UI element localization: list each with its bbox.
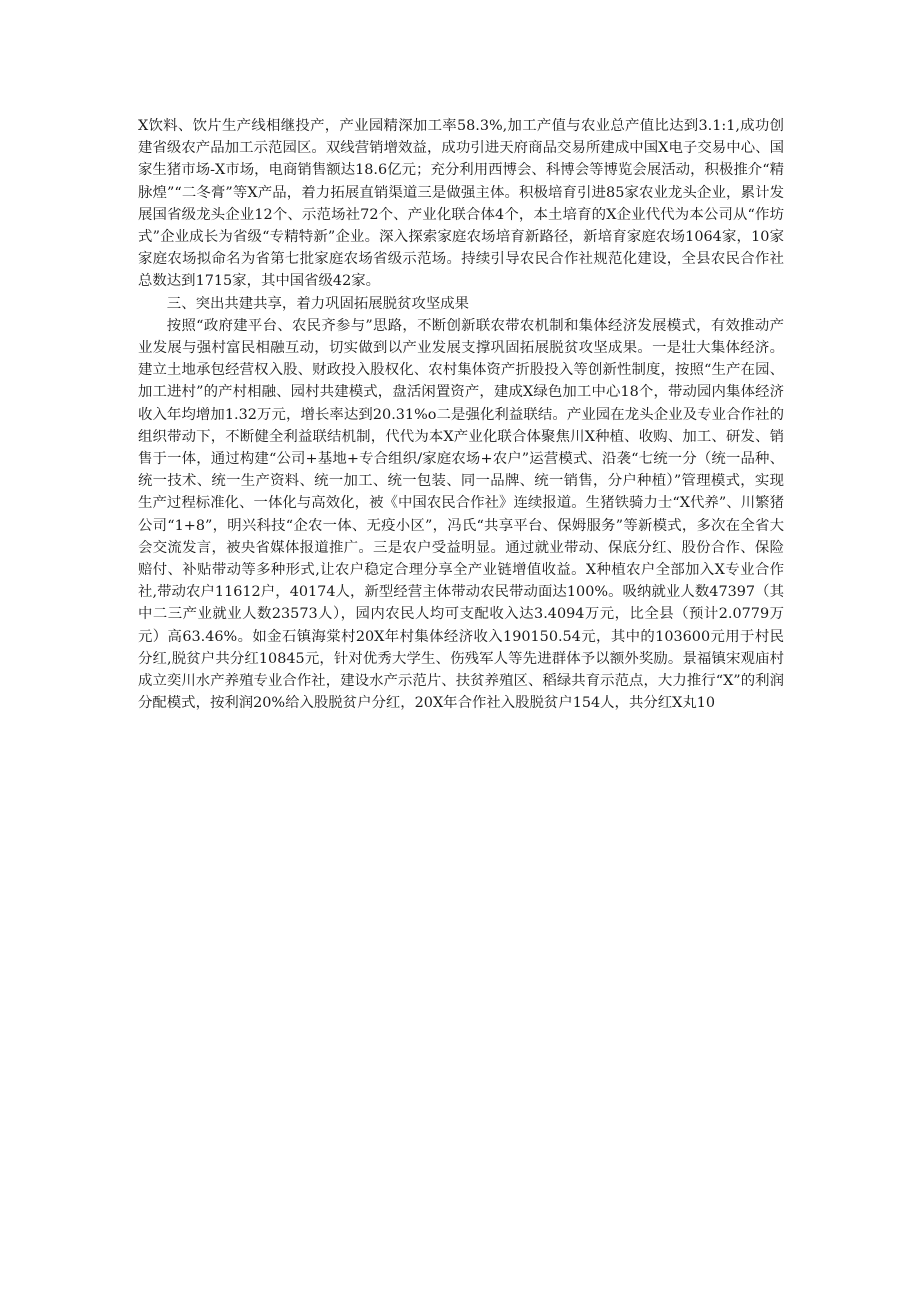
document-body (138, 115, 784, 714)
section-heading: 三、突出共建共享，着力巩固拓展脱贫攻坚成果 (166, 295, 470, 312)
paragraph-body: 按照“政府建平台、农民齐参与”思路，不断创新联农带农机制和集体经济发展模式，有效推动产业发展与强村富民相融互动，切实做到以产业发展支撑巩固拓展脱贫攻坚成果。一是壮大集体经济。建立土地承包经营权入股、财政投入股权化、农村集体资产折股投入等创新性制度，按照“生产在园、加工进村”的产村相融、园村共建模式，盘活闲置资产，建成X绿色加工中心18个，带动园内集体经济收入年均增加1.32万元，增长率达到20.31%o二是强化利益联结。产业园在龙头企业及专业合作社的组织带动下，不断健全利益联结机制，代代为本X产业化联合体聚焦川X种植、收购、加工、研发、销售于一体，通过构建“公司+基地+专合组织/家庭农场+农户”运营模式、沿袭“七统一分（统一品种、统一技术、统一生产资料、统一加工、统一包装、同一品牌、统一销售，分户种植）”管理模式，实现生产过程标准化、一体化与高效化，被《中国农民合作社》连续报道。生猪铁骑力士“X代养”、川繁猪公司“1+8”，明兴科技“企农一体、无疫小区”，冯氏“共享平台、保姆服务”等新模式，多次在全省大会交流发言，被央省媒体报道推广。三是农户受益明显。通过就业带动、保底分红、股份合作、保险赔付、补贴带动等多种形式,让农户稳定合理分享全产业链增值收益。X种植农户全部加入X专业合作社,带动农户11612户，40174人，新型经营主体带动农民带动面达100%。吸纳就业人数47397（其中二三产业就业人数23573人），园内农民人均可支配收入达3.4094万元，比全县（预计2.0779万元）高63.46%。如金石镇海棠村20X年村集体经济收入190150.54元，其中的103600元用于村民分红,脱贫户共分红10845元，针对优秀大学生、伤残军人等先进群体予以额外奖励。景福镇宋观庙村成立奕川水产养殖专业合作社，建设水产示范片、扶贫养殖区、稻绿共育示范点，大力推行“X”的利润分配模式，按利润20%给入股脱贫户分红，20X年合作社入股脱贫户154人，共分红X丸10 (138, 317, 784, 712)
paragraph-continuation: X饮料、饮片生产线相继投产，产业园精深加工率58.3%,加工产值与农业总产值比达到3.1:1,成功创建省级农产品加工示范园区。双线营销增效益，成功引进天府商品交易所建成中国X电子交易中心、国家生猪市场-X市场，电商销售额达18.6亿元；充分利用西博会、科博会等博览会展活动，积极推介“精脉煌”“二冬膏”等X产品，着力拓展直销渠道三是做强主体。积极培育引进85家农业龙头企业，累计发展国省级龙头企业12个、示范场社72个、产业化联合体4个，本土培育的X企业代代为本公司从“作坊式”企业成长为省级“专精特新”企业。深入探索家庭农场培育新路径，新培育家庭农场1064家，10家家庭农场拟命名为省第七批家庭农场省级示范场。持续引导农民合作社规范化建设，全县农民合作社总数达到1715家，其中国省级42家。 (138, 118, 784, 290)
